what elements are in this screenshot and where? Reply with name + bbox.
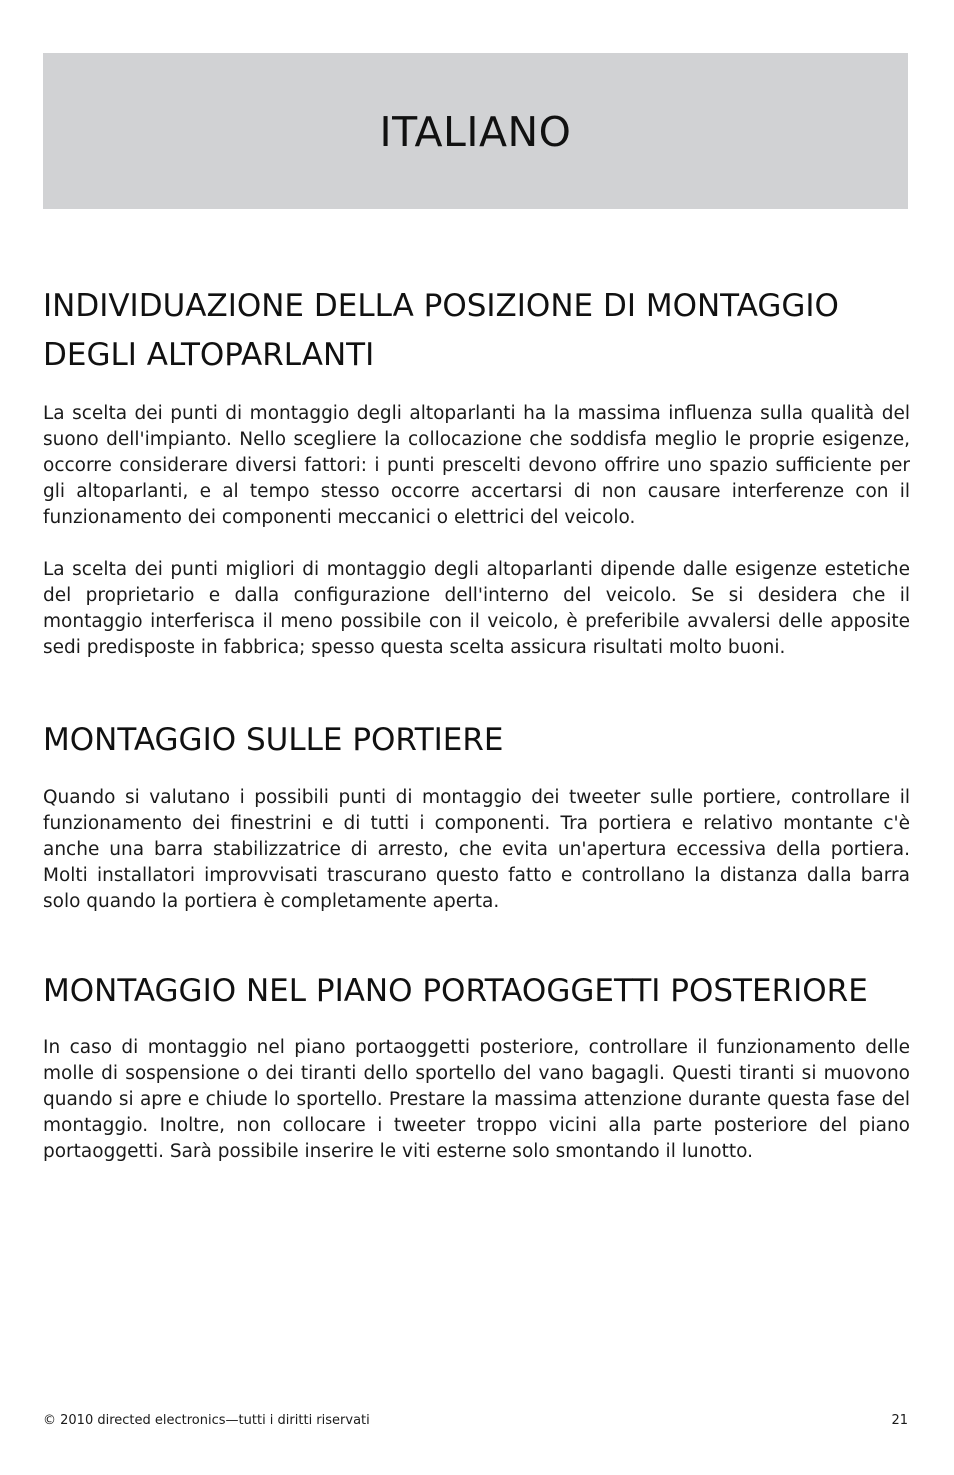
section-heading-rear-deck-mounting: MONTAGGIO NEL PIANO PORTAOGGETTI POSTERIORE <box>43 973 868 1009</box>
section-heading-speaker-location: INDIVIDUAZIONE DELLA POSIZIONE DI MONTAGGIO DEGLI ALTOPARLANTI <box>43 288 839 373</box>
section-heading-door-mounting: MONTAGGIO SULLE PORTIERE <box>43 722 504 758</box>
language-banner <box>43 53 908 209</box>
section-paragraph: La scelta dei punti migliori di montaggio degli altoparlanti dipende dalle esigenze estetiche del proprietario e dalla configurazione dell'interno del veicolo. Se si desidera che il montaggio interferisca il meno possibile con il veicolo, è preferibile avvalersi delle apposite sedi predisposte in fabbrica; spesso questa scelta assicura risultati molto buoni. <box>43 559 910 658</box>
page-content <box>43 282 910 1165</box>
section-paragraph: La scelta dei punti di montaggio degli altoparlanti ha la massima influenza sulla qualità del suono dell'impianto. Nello scegliere la collocazione che soddisfa meglio le proprie esigenze, occorre considerare diversi fattori: i punti prescelti devono offrire uno spazio sufficiente per gli altoparlanti, e al tempo stesso occorre accertarsi di non causare interferenze con il funzionamento dei componenti meccanici o elettrici del veicolo. <box>43 403 910 528</box>
page-number: 21 <box>891 1413 908 1428</box>
copyright-notice: © 2010 directed electronics—tutti i diritti riservati <box>43 1413 370 1428</box>
page-footer <box>43 1413 908 1428</box>
banner-title: ITALIANO <box>379 108 572 156</box>
section-paragraph: Quando si valutano i possibili punti di montaggio dei tweeter sulle portiere, controllare il funzionamento dei finestrini e di tutti i componenti. Tra portiera e relativo montante c'è anche una barra stabilizzatrice di arresto, che evita un'apertura eccessiva della portiera. Molti installatori improvvisati trascurano questo fatto e controllano la distanza dalla barra solo quando la portiera è completamente aperta. <box>43 787 910 912</box>
section-paragraph: In caso di montaggio nel piano portaoggetti posteriore, controllare il funzionamento delle molle di sospensione o dei tiranti dello sportello del vano bagagli. Questi tiranti si muovono quando si apre e chiude lo sportello. Prestare la massima attenzione durante questa fase del montaggio. Inoltre, non collocare i tweeter troppo vicini alla parte posteriore del piano portaoggetti. Sarà possibile inserire le viti esterne solo smontando il lunotto. <box>43 1037 910 1162</box>
